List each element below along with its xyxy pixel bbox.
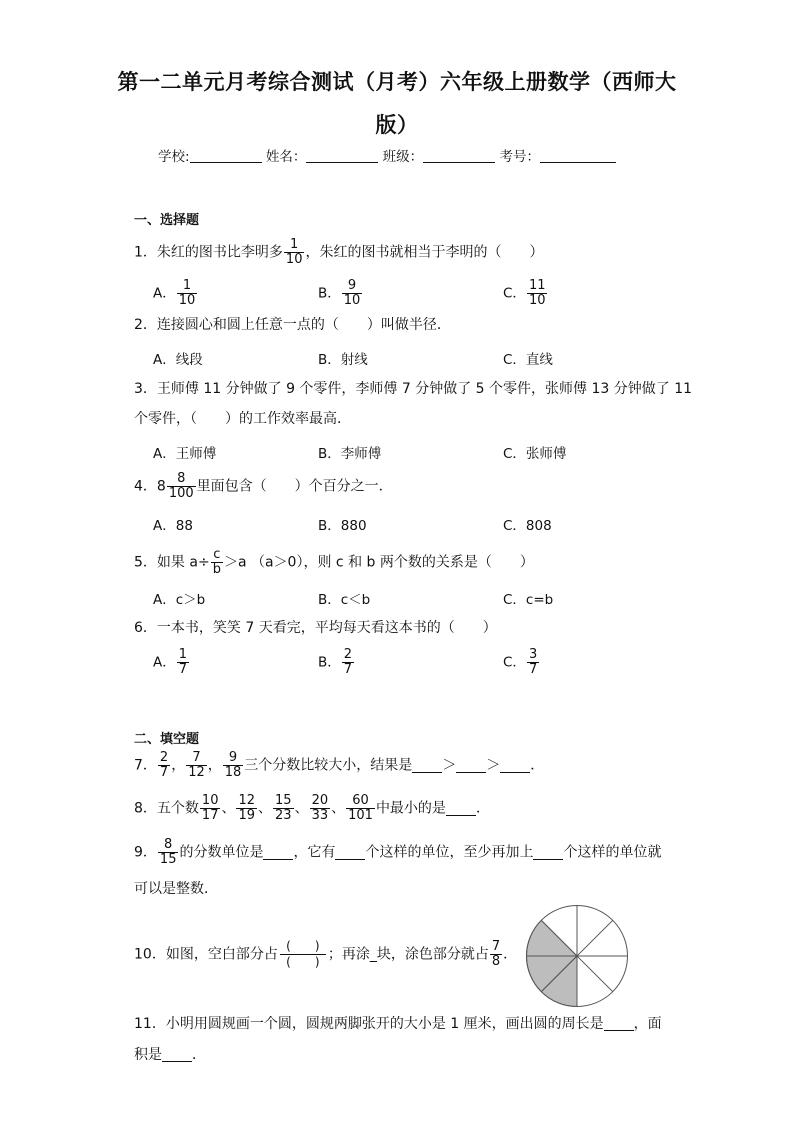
class-field[interactable] (423, 148, 495, 163)
shaded-sector-1 (527, 920, 578, 956)
id-field[interactable] (540, 148, 616, 163)
q10-text: 10．如图，空白部分占 (134, 946, 278, 963)
question-10: 10．如图，空白部分占 ( ) ( ) ；再涂_块，涂色部分就占 $\frac{7}{8}$ ． (134, 939, 518, 969)
q5-option-c[interactable]: C．c=b (503, 592, 554, 608)
q6-option-b[interactable]: B． $\frac{2}{7}$ (318, 647, 353, 677)
q7-blank-2[interactable] (456, 758, 486, 773)
q3-option-c[interactable]: C．张师傅 (503, 446, 567, 462)
q2-option-b[interactable]: B．射线 (318, 352, 368, 368)
q5-option-b[interactable]: B．c＜b (318, 592, 371, 608)
q3-option-b[interactable]: B．李师傅 (318, 446, 382, 462)
q7-blank-1[interactable] (412, 758, 442, 773)
q1-option-b[interactable]: B． $\frac{9}{10}$ (318, 278, 361, 308)
question-11-line1: 11．小明用圆规画一个圆，圆规两脚张开的大小是 1 厘米，画出圆的周长是 ，面 (134, 1016, 662, 1032)
q3-option-a[interactable]: A．王师傅 (153, 446, 217, 462)
q5-text-end: ＞a （a＞0），则 c 和 b 两个数的关系是（ ） (223, 554, 534, 571)
q8-text: 8．五个数 (134, 800, 199, 817)
id-label: 考号： (499, 149, 540, 165)
q4-option-a[interactable]: A．88 (153, 518, 193, 534)
q4-text: 里面包含（ ）个百分之一． (196, 478, 393, 495)
q11-blank-2[interactable] (162, 1047, 192, 1062)
q5-text: 如果 a÷ (156, 554, 210, 571)
q4-fraction: $\frac{8}{100}$ (168, 471, 194, 501)
q4-whole-number: 8 (156, 478, 166, 495)
school-field[interactable] (190, 148, 262, 163)
question-9-line2: 可以是整数． (134, 881, 218, 897)
q9-blank-1[interactable] (263, 845, 293, 860)
q6-option-c[interactable]: C． $\frac{3}{7}$ (503, 647, 538, 677)
question-1 (134, 238, 543, 267)
q4-option-c[interactable]: C．808 (503, 518, 552, 534)
name-field[interactable] (306, 148, 378, 163)
q1-option-a[interactable]: A． $\frac{1}{10}$ (153, 278, 196, 308)
q1-number: 1． (134, 244, 157, 261)
section-fill-title: 二、填空题 (134, 732, 200, 747)
page-title: 第一二单元月考综合测试（月考）六年级上册数学（西师大 (117, 70, 677, 94)
student-info-line (158, 145, 616, 165)
q4-option-b[interactable]: B．880 (318, 518, 367, 534)
question-9: 9． $\frac{8}{15}$ 的分数单位是 ，它有 个这样的单位，至少再加上 个这样的单位就 (134, 837, 662, 867)
q1-text: 朱红的图书比李明多 (156, 244, 283, 261)
question-11-line2: 积是 ． (134, 1047, 206, 1063)
circle-figure (526, 905, 628, 1007)
class-label: 班级： (382, 149, 424, 165)
question-6: 6．一本书，笑笑 7 天看完，平均每天看这本书的（ ） (134, 620, 497, 636)
q6-option-a[interactable]: A． $\frac{1}{7}$ (153, 647, 188, 677)
q1-fraction: $\frac{1}{10}$ (285, 237, 303, 267)
question-2: 2．连接圆心和圆上任意一点的（ ）叫做半径． (134, 317, 451, 333)
school-label: 学校: (158, 149, 190, 165)
page-title-continued: 版） (375, 113, 419, 137)
q9-blank-3[interactable] (533, 845, 563, 860)
q1-option-c[interactable]: C． $\frac{11}{10}$ (503, 278, 546, 308)
question-4: 4．8 $\frac{8}{100}$ 里面包含（ ）个百分之一． (134, 471, 393, 501)
q9-blank-2[interactable] (335, 845, 365, 860)
q2-option-c[interactable]: C．直线 (503, 352, 553, 368)
q1-text-end: ，朱红的图书就相当于李明的（ ） (305, 244, 544, 261)
q7-text: 三个分数比较大小，结果是 (244, 757, 413, 774)
q8-blank[interactable] (446, 801, 476, 816)
question-3-line1: 3．王师傅 11 分钟做了 9 个零件，李师傅 7 分钟做了 5 个零件，张师傅 13 分钟做了 11 (134, 381, 693, 397)
question-5: 5．如果 a÷ $\frac{c}{b}$ ＞a （a＞0），则 c 和 b 两个数的关系是（ ） (134, 547, 534, 577)
name-label: 姓名： (265, 149, 307, 165)
question-7: 7． $\frac{2}{7}$ ， $\frac{7}{12}$ ， $\frac{9}{18}$ 三个分数比较大小，结果是 ＞ ＞ ． (134, 750, 545, 780)
q10-answer-fraction[interactable]: ( ) ( ) (280, 939, 326, 970)
q5-fraction: $\frac{c}{b}$ (212, 547, 221, 577)
question-3-line2: 个零件，（ ）的工作效率最高． (134, 411, 351, 427)
q11-blank-1[interactable] (604, 1016, 634, 1031)
q7-blank-3[interactable] (500, 758, 530, 773)
question-8: 8．五个数 $\frac{10}{17}$ 、 $\frac{12}{19}$ 、 $\frac{15}{23}$ 、 $\frac{20}{33}$ 、 $\frac{60}{101}$ 中最小的是 ． (134, 793, 490, 823)
section-choice-title: 一、选择题 (134, 213, 200, 228)
q2-option-a[interactable]: A．线段 (153, 352, 203, 368)
q5-option-a[interactable]: A．c＞b (153, 592, 206, 608)
